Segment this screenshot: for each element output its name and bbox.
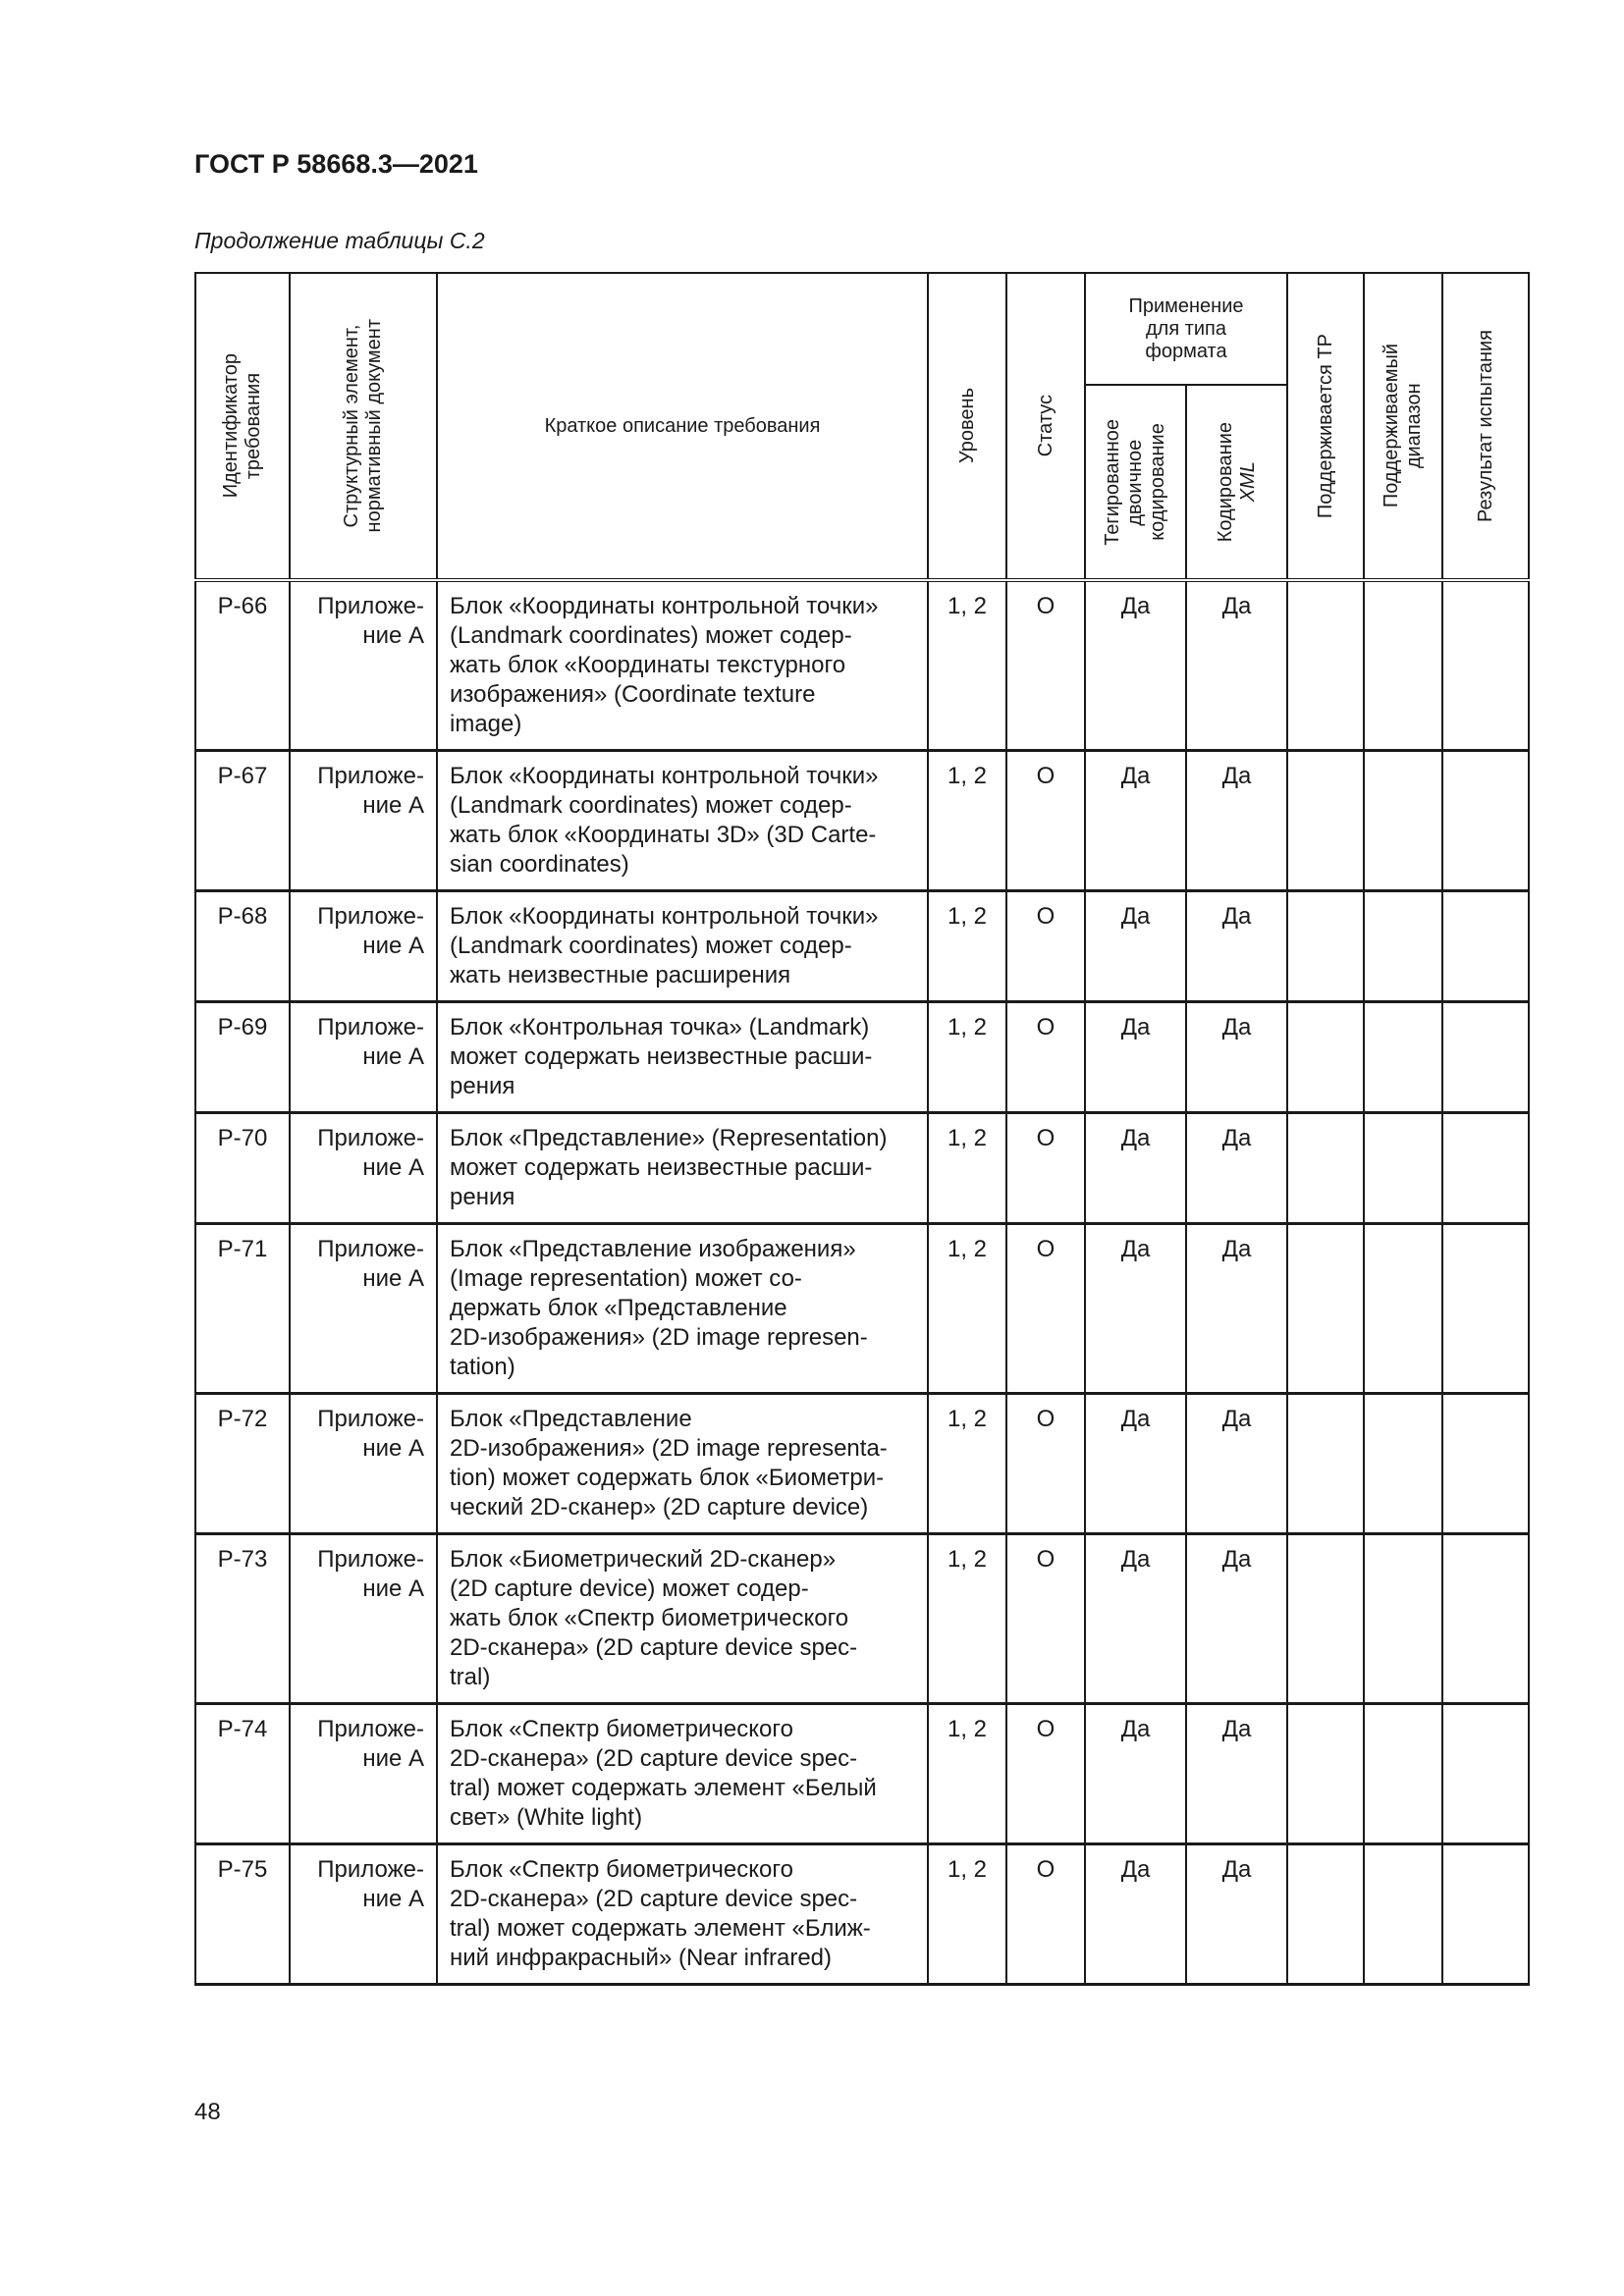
row-id: Р-71 xyxy=(195,1224,290,1394)
row-tp-supported xyxy=(1287,1704,1364,1844)
table-header xyxy=(195,273,1529,580)
table-row xyxy=(195,1844,1529,1985)
table-row xyxy=(195,1704,1529,1844)
header-id: Идентификатор требования xyxy=(195,273,290,580)
row-level: 1, 2 xyxy=(928,1394,1006,1534)
row-tagged-binary: Да xyxy=(1085,1534,1186,1704)
row-doc-ref: Приложе- ние А xyxy=(290,1704,437,1844)
row-supported-range xyxy=(1364,891,1442,1002)
row-tp-supported xyxy=(1287,1224,1364,1394)
header-xml-encoding: Кодирование XML xyxy=(1186,385,1287,580)
row-status: О xyxy=(1006,1704,1085,1844)
row-supported-range xyxy=(1364,1002,1442,1113)
row-status: О xyxy=(1006,1224,1085,1394)
row-xml-encoding: Да xyxy=(1186,1534,1287,1704)
table-row xyxy=(195,1113,1529,1224)
table-row xyxy=(195,1534,1529,1704)
row-test-result xyxy=(1442,580,1529,751)
row-xml-encoding: Да xyxy=(1186,1224,1287,1394)
row-tagged-binary: Да xyxy=(1085,1113,1186,1224)
row-status: О xyxy=(1006,580,1085,751)
row-id: Р-69 xyxy=(195,1002,290,1113)
table-row xyxy=(195,580,1529,751)
row-xml-encoding: Да xyxy=(1186,891,1287,1002)
row-status: О xyxy=(1006,1844,1085,1985)
row-test-result xyxy=(1442,1534,1529,1704)
row-tagged-binary: Да xyxy=(1085,1002,1186,1113)
row-test-result xyxy=(1442,1704,1529,1844)
row-doc-ref: Приложе- ние А xyxy=(290,891,437,1002)
row-test-result xyxy=(1442,1113,1529,1224)
row-id: Р-66 xyxy=(195,580,290,751)
row-test-result xyxy=(1442,1002,1529,1113)
row-tp-supported xyxy=(1287,580,1364,751)
row-level: 1, 2 xyxy=(928,1224,1006,1394)
row-status: О xyxy=(1006,1394,1085,1534)
row-supported-range xyxy=(1364,1224,1442,1394)
row-tp-supported xyxy=(1287,1113,1364,1224)
row-supported-range xyxy=(1364,1113,1442,1224)
row-id: Р-70 xyxy=(195,1113,290,1224)
row-supported-range xyxy=(1364,751,1442,891)
row-doc-ref: Приложе- ние А xyxy=(290,1224,437,1394)
row-level: 1, 2 xyxy=(928,751,1006,891)
row-tagged-binary: Да xyxy=(1085,1704,1186,1844)
header-test-result: Результат испытания xyxy=(1442,273,1529,580)
page-number: 48 xyxy=(194,2099,221,2125)
row-tp-supported xyxy=(1287,1394,1364,1534)
row-doc-ref: Приложе- ние А xyxy=(290,1534,437,1704)
row-tagged-binary: Да xyxy=(1085,1844,1186,1985)
requirements-table xyxy=(194,272,1530,1986)
row-supported-range xyxy=(1364,1394,1442,1534)
table-caption: Продолжение таблицы С.2 xyxy=(194,228,485,253)
row-description: Блок «Спектр биометрического 2D-сканера» (2D capture device spec- tral) может содержать элемент «Ближ- ний инфракрасный» (Near infrared) xyxy=(437,1844,928,1985)
row-level: 1, 2 xyxy=(928,1844,1006,1985)
row-status: О xyxy=(1006,1113,1085,1224)
table-row xyxy=(195,1224,1529,1394)
row-xml-encoding: Да xyxy=(1186,1002,1287,1113)
row-description: Блок «Координаты контрольной точки» (Landmark coordinates) может содер- жать блок «Координаты текстурного изображения» (Coordinate texture image) xyxy=(437,580,928,751)
row-description: Блок «Представление 2D-изображения» (2D image representa- tion) может содержать блок «Биометри- ческий 2D-сканер» (2D capture device) xyxy=(437,1394,928,1534)
row-description: Блок «Координаты контрольной точки» (Landmark coordinates) может содер- жать блок «Координаты 3D» (3D Carte- sian coordinates) xyxy=(437,751,928,891)
row-doc-ref: Приложе- ние А xyxy=(290,580,437,751)
row-xml-encoding: Да xyxy=(1186,1394,1287,1534)
row-doc-ref: Приложе- ние А xyxy=(290,1113,437,1224)
row-id: Р-75 xyxy=(195,1844,290,1985)
row-tp-supported xyxy=(1287,1844,1364,1985)
row-tp-supported xyxy=(1287,891,1364,1002)
row-level: 1, 2 xyxy=(928,891,1006,1002)
row-description: Блок «Биометрический 2D-сканер» (2D capture device) может содер- жать блок «Спектр биометрического 2D-сканера» (2D capture device spec- tral) xyxy=(437,1534,928,1704)
row-test-result xyxy=(1442,751,1529,891)
row-level: 1, 2 xyxy=(928,1704,1006,1844)
row-status: О xyxy=(1006,891,1085,1002)
row-doc-ref: Приложе- ние А xyxy=(290,1844,437,1985)
row-status: О xyxy=(1006,1534,1085,1704)
row-level: 1, 2 xyxy=(928,1002,1006,1113)
row-xml-encoding: Да xyxy=(1186,580,1287,751)
row-doc-ref: Приложе- ние А xyxy=(290,1394,437,1534)
row-tagged-binary: Да xyxy=(1085,751,1186,891)
row-xml-encoding: Да xyxy=(1186,751,1287,891)
row-id: Р-73 xyxy=(195,1534,290,1704)
header-doc: Структурный элемент, нормативный документ xyxy=(290,273,437,580)
table-body xyxy=(195,580,1529,1985)
row-tagged-binary: Да xyxy=(1085,1394,1186,1534)
header-status: Статус xyxy=(1006,273,1085,580)
row-description: Блок «Координаты контрольной точки» (Landmark coordinates) может содер- жать неизвестные расширения xyxy=(437,891,928,1002)
row-id: Р-74 xyxy=(195,1704,290,1844)
row-level: 1, 2 xyxy=(928,1113,1006,1224)
table-row xyxy=(195,751,1529,891)
row-test-result xyxy=(1442,1844,1529,1985)
header-format-application: Применение для типа формата xyxy=(1085,273,1287,385)
row-level: 1, 2 xyxy=(928,580,1006,751)
header-level: Уровень xyxy=(928,273,1006,580)
header-tp-supported: Поддерживается ТР xyxy=(1287,273,1364,580)
row-supported-range xyxy=(1364,1704,1442,1844)
row-tagged-binary: Да xyxy=(1085,1224,1186,1394)
row-id: Р-68 xyxy=(195,891,290,1002)
row-tagged-binary: Да xyxy=(1085,891,1186,1002)
row-test-result xyxy=(1442,891,1529,1002)
row-level: 1, 2 xyxy=(928,1534,1006,1704)
row-id: Р-67 xyxy=(195,751,290,891)
row-description: Блок «Представление» (Representation) может содержать неизвестные расши- рения xyxy=(437,1113,928,1224)
row-supported-range xyxy=(1364,1534,1442,1704)
row-doc-ref: Приложе- ние А xyxy=(290,751,437,891)
row-supported-range xyxy=(1364,1844,1442,1985)
table-row xyxy=(195,1002,1529,1113)
header-supported-range: Поддерживаемый диапазон xyxy=(1364,273,1442,580)
row-status: О xyxy=(1006,1002,1085,1113)
row-doc-ref: Приложе- ние А xyxy=(290,1002,437,1113)
row-status: О xyxy=(1006,751,1085,891)
row-description: Блок «Контрольная точка» (Landmark) может содержать неизвестные расши- рения xyxy=(437,1002,928,1113)
row-tp-supported xyxy=(1287,1002,1364,1113)
header-description: Краткое описание требования xyxy=(437,273,928,580)
row-tagged-binary: Да xyxy=(1085,580,1186,751)
row-xml-encoding: Да xyxy=(1186,1844,1287,1985)
header-tagged-binary: Тегированное двоичное кодирование xyxy=(1085,385,1186,580)
row-xml-encoding: Да xyxy=(1186,1113,1287,1224)
row-id: Р-72 xyxy=(195,1394,290,1534)
row-description: Блок «Представление изображения» (Image representation) может со- держать блок «Представление 2D-изображения» (2D image represen- tation) xyxy=(437,1224,928,1394)
row-test-result xyxy=(1442,1224,1529,1394)
row-supported-range xyxy=(1364,580,1442,751)
row-tp-supported xyxy=(1287,751,1364,891)
row-xml-encoding: Да xyxy=(1186,1704,1287,1844)
table-row xyxy=(195,1394,1529,1534)
row-tp-supported xyxy=(1287,1534,1364,1704)
row-description: Блок «Спектр биометрического 2D-сканера» (2D capture device spec- tral) может содержать элемент «Белый свет» (White light) xyxy=(437,1704,928,1844)
row-test-result xyxy=(1442,1394,1529,1534)
document-code: ГОСТ Р 58668.3—2021 xyxy=(194,149,478,179)
table-row xyxy=(195,891,1529,1002)
